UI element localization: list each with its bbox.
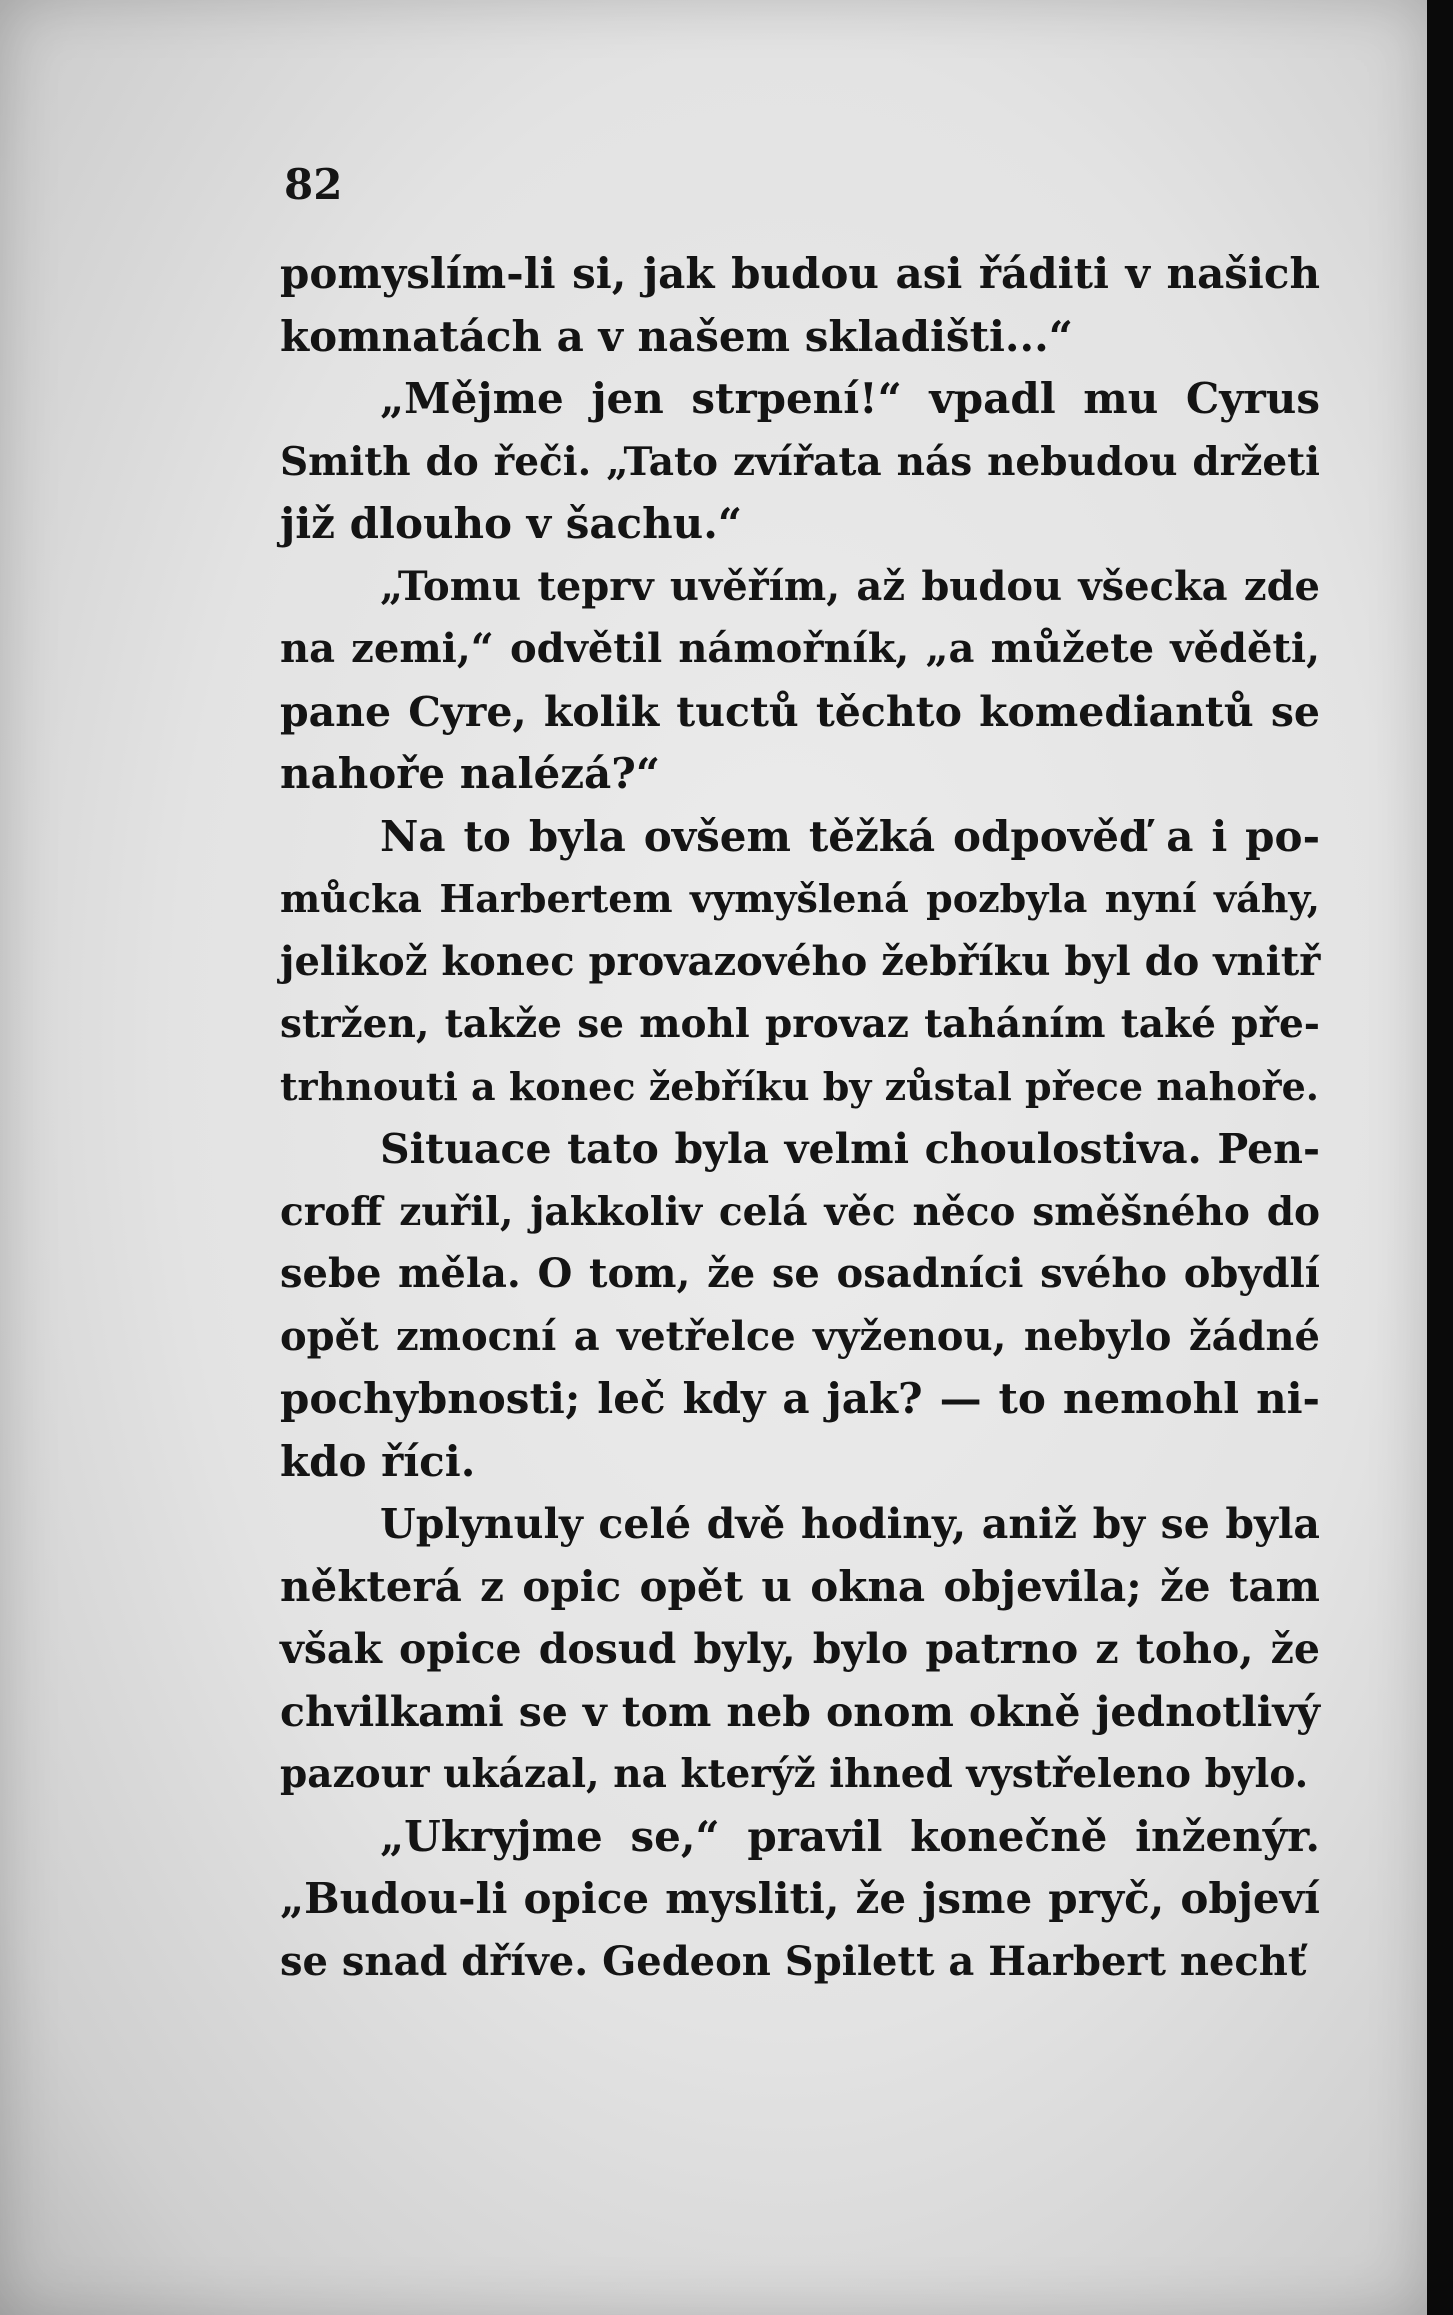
text-line: „Mějme jen strpení!“ vpadl mu Cyrus — [380, 374, 1320, 423]
paragraph — [280, 1118, 1320, 1493]
text-line: Na to byla ovšem těžká odpověď a i po- — [380, 811, 1320, 861]
text-line: jelikož konec provazového žebříku byl do vnitř — [280, 937, 1321, 985]
text-line: však opice dosud byly, bylo patrno z toho, že — [280, 1625, 1320, 1673]
text-line: trhnouti a konec žebříku by zůstal přece nahoře. — [280, 1063, 1319, 1109]
text-line: Situace tato byla velmi choulostiva. Pen- — [380, 1125, 1320, 1173]
text-line: „Tomu teprv uvěřím, až budou všecka zde — [380, 562, 1320, 610]
text-line: chvilkami se v tom neb onom okně jednotlivý — [280, 1687, 1320, 1736]
paragraph — [280, 556, 1320, 806]
text-line: sebe měla. O tom, že se osadníci svého obydlí — [280, 1250, 1320, 1297]
text-line: „Budou-li opice mysliti, že jsme pryč, objeví — [280, 1874, 1320, 1923]
text-line: můcka Harbertem vymyšlená pozbyla nyní váhy, — [280, 876, 1320, 921]
text-line: kdo říci. — [280, 1436, 476, 1486]
text-line: komnatách a v našem skladišti...“ — [280, 311, 1073, 361]
text-line: pochybnosti; leč kdy a jak? — to nemohl ni- — [280, 1374, 1320, 1423]
text-line: pazour ukázal, na kterýž ihned vystřeleno bylo. — [280, 1751, 1309, 1797]
text-line: pomyslím-li si, jak budou asi řáditi v našich — [280, 249, 1320, 298]
text-line: některá z opic opět u okna objevila; že tam — [280, 1561, 1320, 1611]
text-line: nahoře nalézá?“ — [280, 749, 661, 798]
text-line: pane Cyre, kolik tuctů těchto komediantů se — [280, 687, 1320, 736]
body-text — [280, 243, 1320, 1993]
text-line: opět zmocní a vetřelce vyženou, nebylo žádné — [280, 1312, 1320, 1360]
paragraph — [280, 1493, 1320, 1806]
scan-border — [1427, 0, 1453, 2315]
text-line: již dlouho v šachu.“ — [280, 499, 742, 548]
paragraph — [280, 806, 1320, 1119]
text-line: se snad dříve. Gedeon Spilett a Harbert nechť — [280, 1937, 1307, 1985]
text-line: croff zuřil, jakkoliv celá věc něco směšného do — [280, 1188, 1320, 1235]
paragraph — [280, 368, 1320, 556]
text-line: Smith do řeči. „Tato zvířata nás nebudou držeti — [280, 438, 1320, 485]
text-line: Uplynuly celé dvě hodiny, aniž by se byla — [380, 1500, 1320, 1548]
page-number: 82 — [284, 160, 343, 209]
text-line: stržen, takže se mohl provaz taháním také pře- — [280, 1001, 1320, 1047]
text-line: na zemi,“ odvětil námořník, „a můžete věděti, — [280, 625, 1320, 672]
paragraph — [280, 1806, 1320, 1994]
text-line: „Ukryjme se,“ pravil konečně inženýr. — [380, 1811, 1320, 1861]
paragraph — [280, 243, 1320, 368]
